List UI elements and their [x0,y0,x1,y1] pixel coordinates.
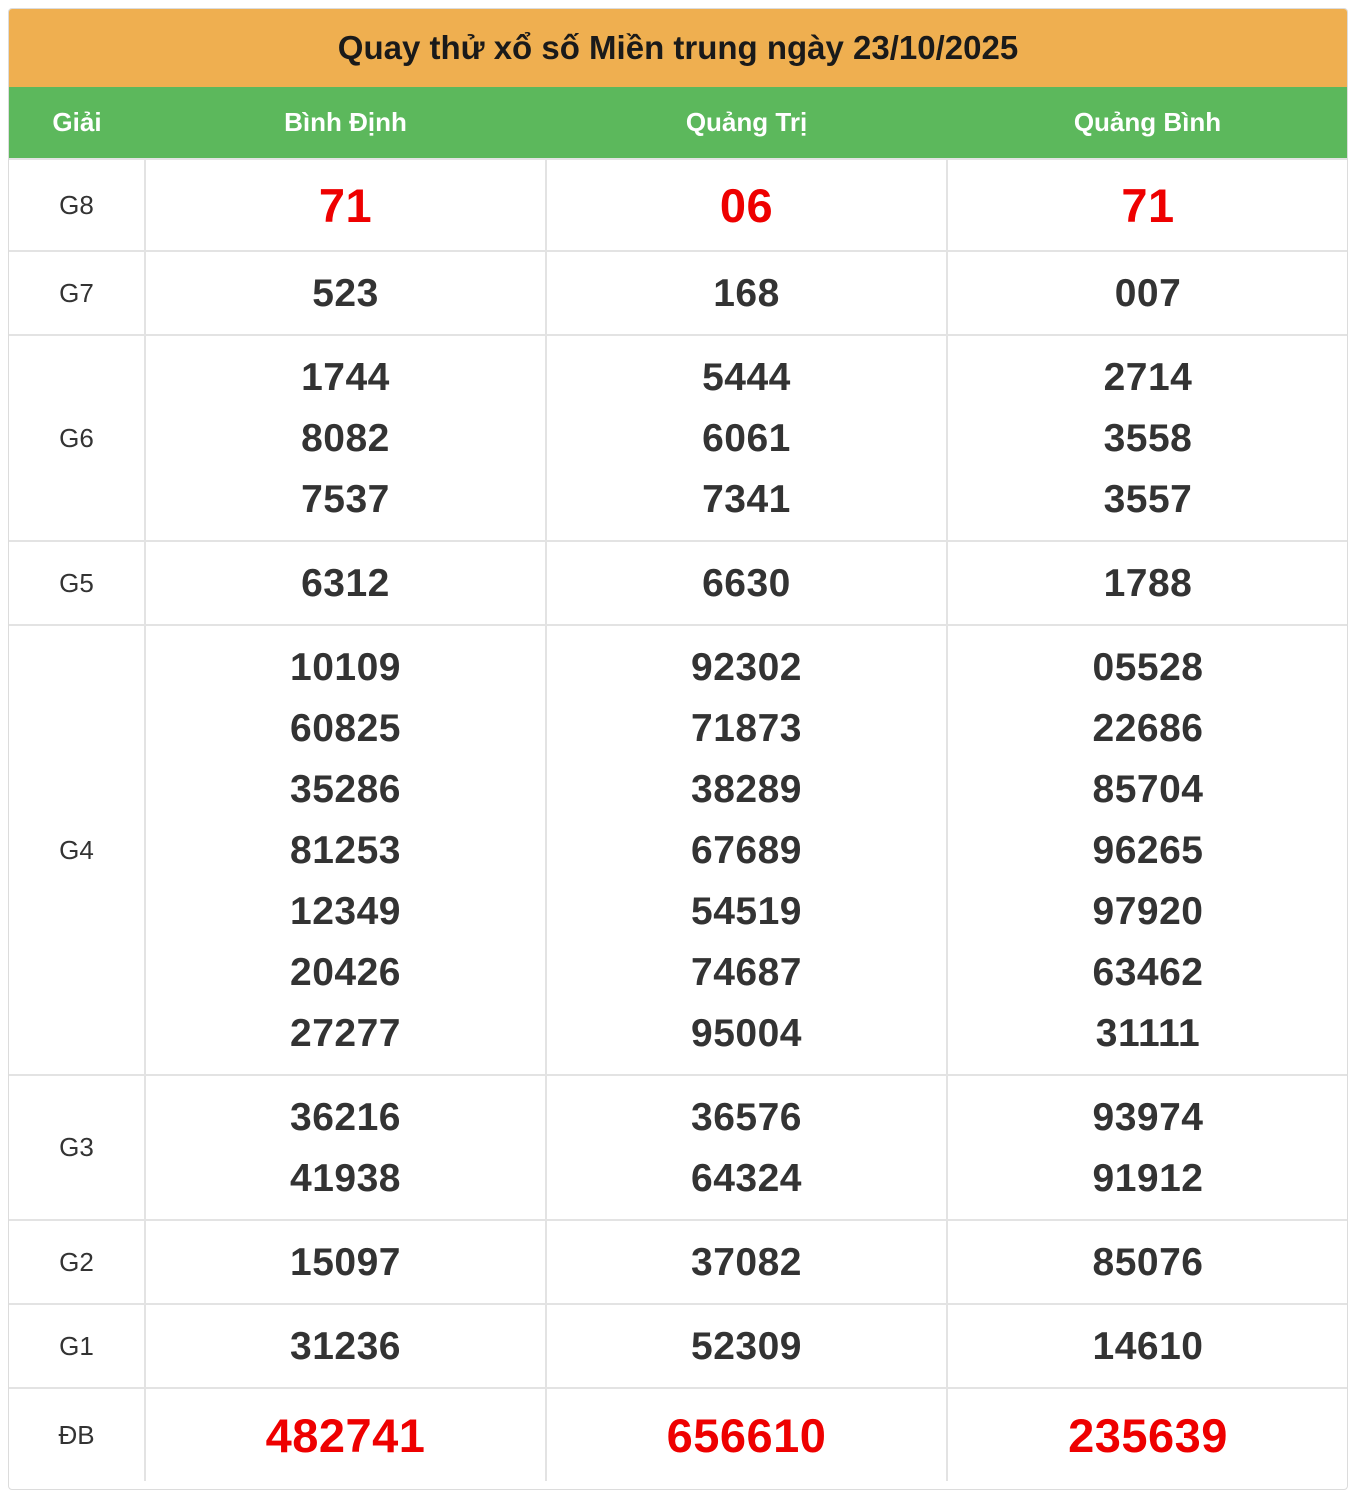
prize-number: 523 [312,271,379,315]
prize-number: 71873 [691,706,802,750]
prize-number: 14610 [1092,1324,1204,1368]
prize-number: 6312 [301,561,390,605]
prize-number: 7537 [301,477,390,521]
prize-number: 482741 [265,1408,426,1462]
prize-number: 6630 [702,561,791,605]
prize-number: 54519 [691,889,802,933]
prize-label: G6 [9,335,145,541]
prize-number: 74687 [691,950,802,994]
prize-cell-quang-tri [546,159,947,251]
prize-cell-quang-tri [546,251,947,335]
prize-number: 22686 [1092,706,1204,750]
prize-number: 007 [1114,271,1182,315]
prize-label: ĐB [9,1388,145,1481]
header-province-quang-binh: Quảng Bình [1073,107,1222,137]
prize-cell-quang-tri [546,1075,947,1220]
prize-row-g7 [9,251,1348,335]
prize-label: G2 [9,1220,145,1304]
header-province-binh-dinh: Bình Định [284,107,407,137]
prize-number: 1744 [301,355,390,399]
prize-number: 38289 [691,767,802,811]
prize-number: 35286 [290,767,401,811]
prize-number: 36216 [290,1095,401,1139]
prize-label: G7 [9,251,145,335]
prize-number: 36576 [691,1095,802,1139]
prize-cell-binh-dinh [145,1304,546,1388]
prize-number: 168 [713,271,780,315]
prize-row-g1 [9,1304,1348,1388]
prize-number: 64324 [691,1156,802,1200]
prize-cell-quang-tri [546,625,947,1075]
prize-cell-binh-dinh [145,335,546,541]
header-province-quang-tri: Quảng Trị [685,107,808,137]
prize-row-g8 [9,159,1348,251]
prize-label: G5 [9,541,145,625]
prize-row-g3 [9,1075,1348,1220]
prize-number: 71 [318,178,373,232]
prize-row-g5 [9,541,1348,625]
prize-number: 06 [719,178,774,232]
prize-row-db [9,1388,1348,1481]
prize-row-g2 [9,1220,1348,1304]
prize-cell-quang-tri [546,1220,947,1304]
prize-cell-quang-tri [546,1304,947,1388]
prize-cell-binh-dinh [145,1220,546,1304]
prize-cell-binh-dinh [145,541,546,625]
prize-cell-binh-dinh [145,625,546,1075]
prize-number: 27277 [290,1011,401,1055]
prize-number: 41938 [290,1156,401,1200]
prize-number: 31236 [290,1324,401,1368]
prize-label: G3 [9,1075,145,1220]
prize-number: 81253 [290,828,401,872]
prize-number: 2714 [1103,355,1193,399]
prize-cell-quang-tri [546,1388,947,1481]
prize-cell-quang-tri [546,335,947,541]
prize-cell-quang-binh [947,335,1348,541]
results-table [9,87,1348,1481]
prize-number: 3557 [1103,477,1193,521]
prize-label: G4 [9,625,145,1075]
page-title: Quay thử xổ số Miền trung ngày 23/10/2025 [9,9,1347,87]
prize-number: 97920 [1092,889,1204,933]
prize-cell-quang-binh [947,541,1348,625]
prize-number: 85704 [1092,767,1204,811]
prize-cell-binh-dinh [145,1388,546,1481]
header-row [9,87,1348,159]
prize-row-g6 [9,335,1348,541]
prize-number: 52309 [691,1324,802,1368]
prize-number: 6061 [702,416,791,460]
prize-number: 15097 [290,1240,401,1284]
prize-number: 5444 [702,355,791,399]
prize-label: G8 [9,159,145,251]
prize-row-g4 [9,625,1348,1075]
prize-cell-binh-dinh [145,159,546,251]
prize-number: 3558 [1103,416,1193,460]
prize-number: 37082 [691,1240,802,1284]
prize-number: 10109 [290,645,401,689]
results-body [9,159,1348,1481]
prize-cell-quang-binh [947,159,1348,251]
prize-number: 91912 [1092,1156,1204,1200]
prize-number: 7341 [702,477,791,521]
prize-number: 63462 [1092,950,1204,994]
prize-number: 71 [1121,178,1175,232]
prize-number: 60825 [290,706,401,750]
prize-cell-binh-dinh [145,251,546,335]
prize-number: 05528 [1092,645,1204,689]
header-giai: Giải [52,107,102,137]
prize-number: 85076 [1092,1240,1204,1284]
prize-number: 31111 [1095,1011,1201,1055]
prize-label: G1 [9,1304,145,1388]
prize-number: 12349 [290,889,401,933]
prize-number: 235639 [1068,1408,1228,1462]
prize-number: 93974 [1092,1095,1204,1139]
prize-cell-quang-binh [947,251,1348,335]
prize-number: 95004 [691,1011,802,1055]
prize-cell-quang-binh [947,625,1348,1075]
prize-number: 20426 [290,950,401,994]
prize-number: 96265 [1092,828,1204,872]
prize-cell-quang-tri [546,541,947,625]
prize-cell-quang-binh [947,1304,1348,1388]
prize-number: 8082 [301,416,390,460]
prize-cell-quang-binh [947,1075,1348,1220]
prize-cell-binh-dinh [145,1075,546,1220]
prize-cell-quang-binh [947,1388,1348,1481]
results-table-container [8,8,1348,1490]
prize-number: 92302 [691,645,802,689]
prize-number: 67689 [691,828,802,872]
prize-number: 1788 [1103,561,1193,605]
prize-number: 656610 [666,1408,827,1462]
prize-cell-quang-binh [947,1220,1348,1304]
